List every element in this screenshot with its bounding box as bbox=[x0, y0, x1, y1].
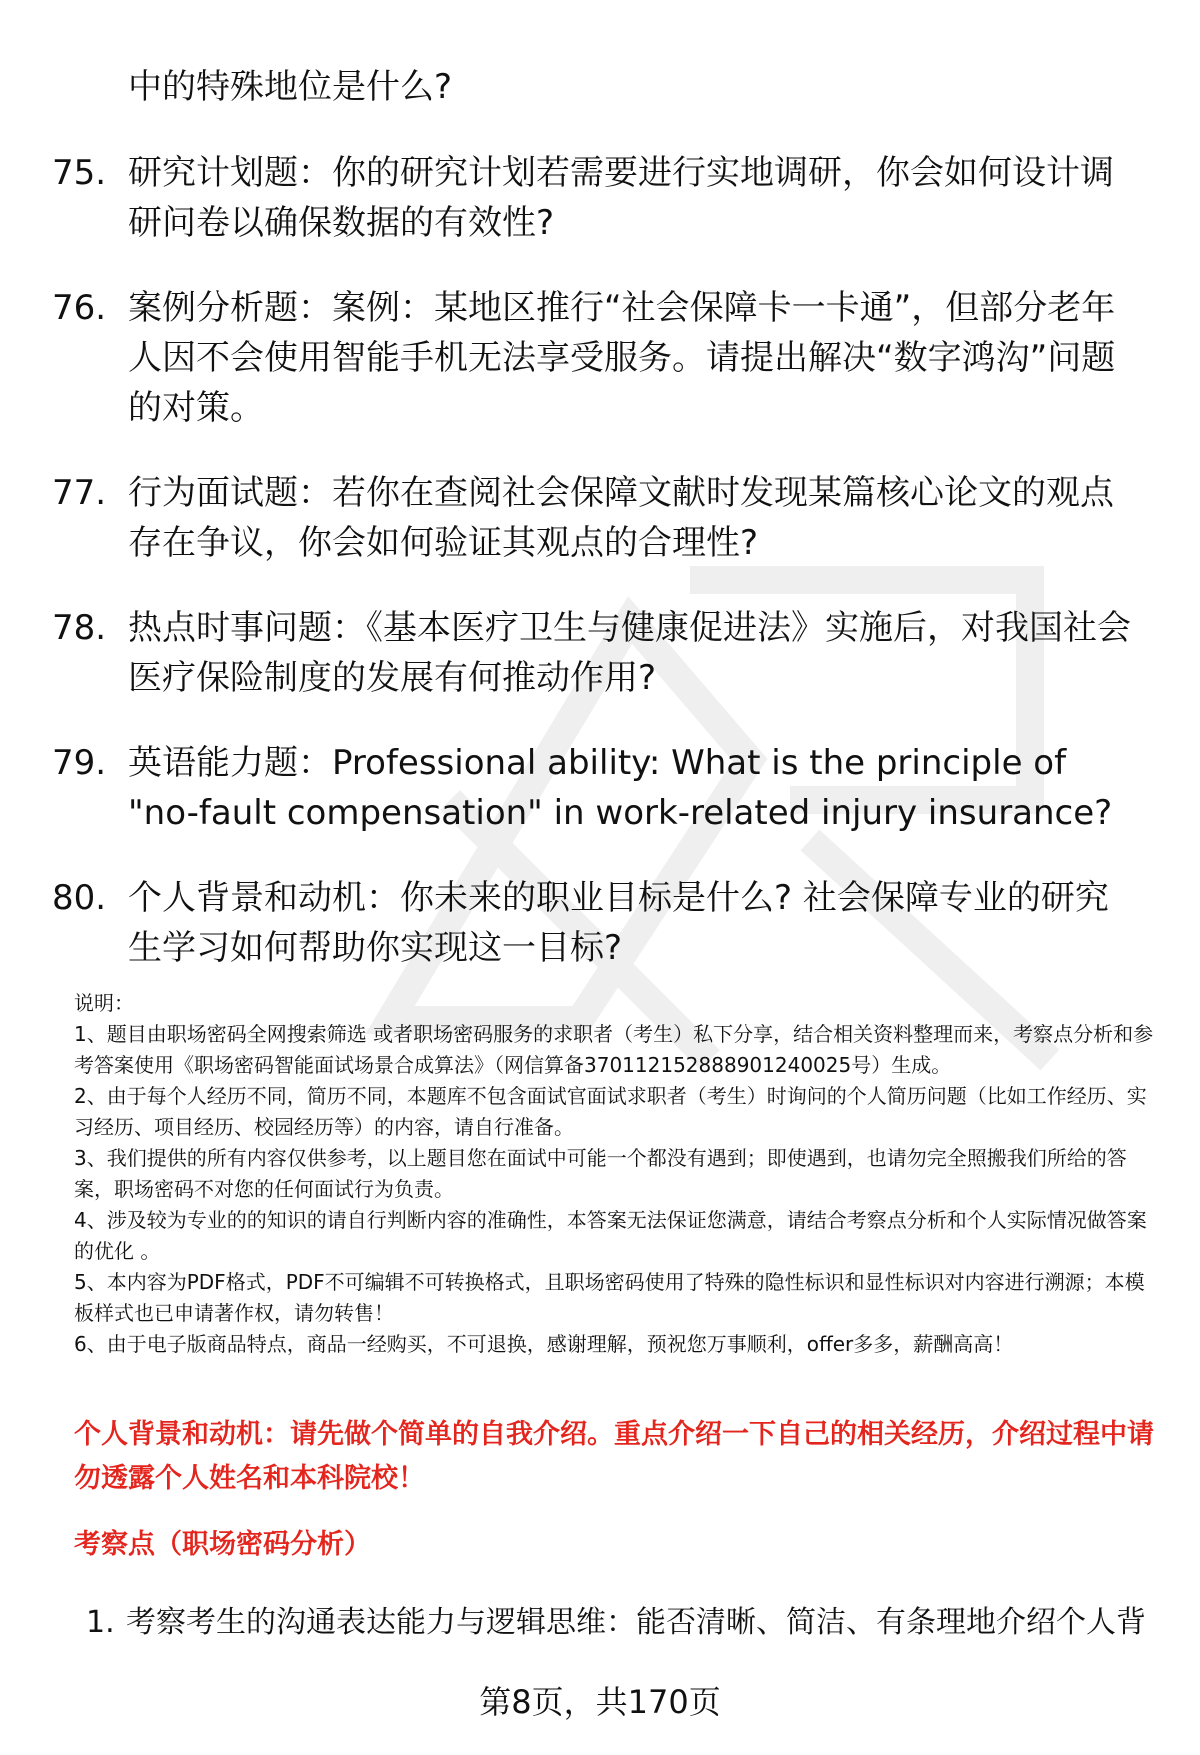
page-footer: 第8页，共170页 bbox=[479, 1683, 721, 1721]
note-item: 4、涉及较为专业的的知识的请自行判断内容的准确性，本答案无法保证您满意，请结合考察点分析和个人实际情况做答案的优化 。 bbox=[74, 1208, 1147, 1263]
note-item: 5、本内容为PDF格式，PDF不可编辑不可转换格式，且职场密码使用了特殊的隐性标识和显性标识对内容进行溯源；本模板样式也已申请著作权，请勿转售！ bbox=[74, 1270, 1145, 1325]
note-item: 3、我们提供的所有内容仅供参考，以上题目您在面试中可能一个都没有遇到；即使遇到，也请勿完全照搬我们所给的答案，职场密码不对您的任何面试行为负责。 bbox=[74, 1146, 1127, 1201]
question-number: 76. bbox=[52, 288, 107, 328]
analysis-point-number: 1. bbox=[86, 1605, 115, 1640]
question-item bbox=[52, 738, 1152, 838]
question-text: 热点时事问题：《基本医疗卫生与健康促进法》实施后，对我国社会医疗保险制度的发展有何推动作用? bbox=[128, 608, 1131, 698]
question-text: 研究计划题：你的研究计划若需要进行实地调研，你会如何设计调研问卷以确保数据的有效性? bbox=[128, 153, 1114, 243]
question-continuation: 中的特殊地位是什么? bbox=[128, 67, 453, 107]
note-item: 6、由于电子版商品特点，商品一经购买，不可退换，感谢理解，预祝您万事顺利，offer多多，薪酬高高！ bbox=[74, 1332, 1014, 1356]
question-text: 案例分析题：案例：某地区推行“社会保障卡一卡通”，但部分老年人因不会使用智能手机无法享受服务。请提出解决“数字鸿沟”问题的对策。 bbox=[128, 288, 1116, 428]
question-item bbox=[52, 603, 1152, 703]
question-item bbox=[52, 283, 1152, 433]
question-item bbox=[52, 468, 1152, 568]
question-item bbox=[52, 873, 1152, 973]
notes-title: 说明： bbox=[74, 991, 134, 1015]
analysis-point bbox=[86, 1601, 1166, 1645]
question-number: 80. bbox=[52, 878, 107, 918]
note-item: 2、由于每个人经历不同，简历不同，本题库不包含面试官面试求职者（考生）时询问的个人简历问题（比如工作经历、实习经历、项目经历、校园经历等）的内容，请自行准备。 bbox=[74, 1084, 1147, 1139]
question-number: 75. bbox=[52, 153, 107, 193]
question-number: 79. bbox=[52, 743, 107, 783]
question-item bbox=[52, 148, 1152, 248]
analysis-heading: 考察点（职场密码分析） bbox=[74, 1529, 371, 1560]
note-item: 1、题目由职场密码全网搜索筛选 或者职场密码服务的求职者（考生）私下分享，结合相关资料整理而来，考察点分析和参考答案使用《职场密码智能面试场景合成算法》（网信算备370112152888901240025号）生成。 bbox=[74, 1022, 1154, 1077]
analysis-point-text: 考察考生的沟通表达能力与逻辑思维：能否清晰、简洁、有条理地介绍个人背 bbox=[126, 1605, 1146, 1640]
question-list bbox=[52, 148, 1152, 1008]
question-text: 个人背景和动机：你未来的职业目标是什么? 社会保障专业的研究生学习如何帮助你实现这一目标? bbox=[128, 878, 1109, 968]
question-number: 78. bbox=[52, 608, 107, 648]
question-text: 英语能力题：Professional ability: What is the principle of "no-fault compensation" in work-related injury insurance? bbox=[128, 743, 1113, 833]
question-text: 行为面试题：若你在查阅社会保障文献时发现某篇核心论文的观点存在争议，你会如何验证其观点的合理性? bbox=[128, 473, 1114, 563]
question-number: 77. bbox=[52, 473, 107, 513]
notes-section bbox=[74, 988, 1154, 1360]
featured-question: 个人背景和动机：请先做个简单的自我介绍。重点介绍一下自己的相关经历，介绍过程中请勿透露个人姓名和本科院校！ bbox=[74, 1419, 1154, 1494]
